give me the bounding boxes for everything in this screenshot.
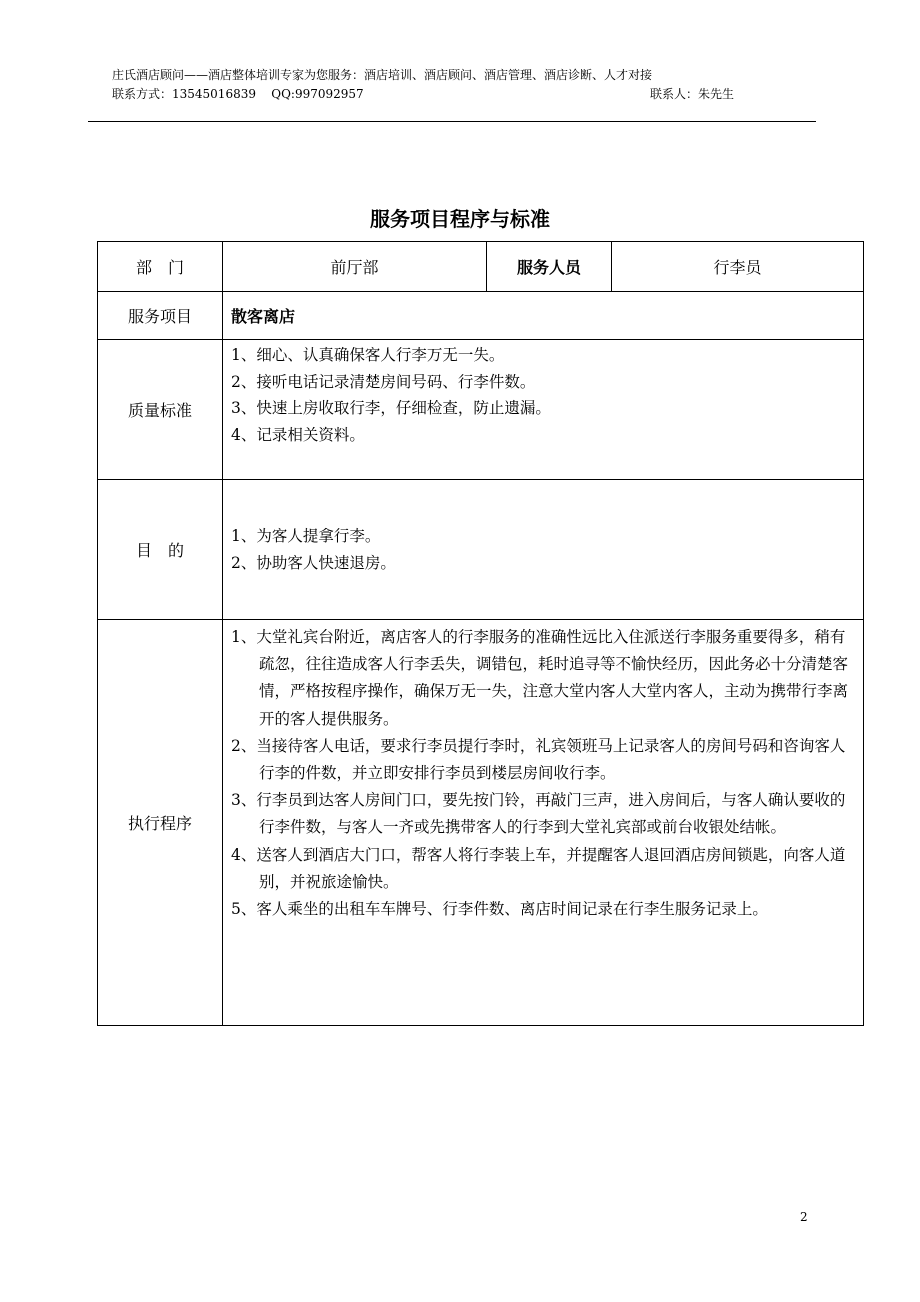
header-line: 庄氏酒店顾问——酒店整体培训专家为您服务：酒店培训、酒店顾问、酒店管理、酒店诊断、人才对接	[112, 68, 653, 82]
row-project	[98, 292, 864, 340]
row-department	[98, 242, 864, 292]
staff-label: 服务人员	[487, 242, 612, 292]
procedure-item: 2、当接待客人电话，要求行李员提行李时，礼宾领班马上记录客人的房间号码和咨询客人行李的件数，并立即安排行李员到楼层房间收行李。	[231, 736, 846, 783]
page-number: 2	[800, 1210, 808, 1224]
dept-value: 前厅部	[223, 242, 487, 292]
header-contact-row	[112, 86, 734, 103]
page-title: 服务项目程序与标准	[370, 207, 550, 231]
purpose-item: 2、协助客人快速退房。	[231, 553, 396, 572]
project-label: 服务项目	[98, 292, 223, 340]
quality-list	[223, 342, 863, 448]
procedure-item: 1、大堂礼宾台附近，离店客人的行李服务的准确性远比入住派送行李服务重要得多，稍有疏忽，往往造成客人行李丢失，调错包，耗时追寻等不愉快经历，因此务必十分清楚客情，严格按程序操作，确保万无一失，注意大堂内客人大堂内客人，主动为携带行李离开的客人提供服务。	[231, 628, 849, 728]
dept-label: 部 门	[98, 242, 223, 292]
quality-label: 质量标准	[98, 340, 223, 480]
row-procedure	[98, 620, 864, 1026]
quality-item: 3、快速上房收取行李，仔细检查，防止遗漏。	[231, 399, 551, 417]
project-value: 散客离店	[223, 292, 864, 340]
purpose-cell	[223, 480, 864, 620]
staff-value: 行李员	[612, 242, 864, 292]
purpose-list	[223, 523, 863, 576]
purpose-item: 1、为客人提拿行李。	[231, 527, 381, 545]
quality-item: 2、接听电话记录清楚房间号码、行李件数。	[231, 372, 536, 391]
row-quality	[98, 340, 864, 480]
header-contact: 联系方式：13545016839 QQ:997092957	[112, 87, 364, 101]
procedure-item: 4、送客人到酒店大门口，帮客人将行李装上车，并提醒客人退回酒店房间锁匙，向客人道别，并祝旅途愉快。	[231, 845, 846, 891]
header-divider	[88, 121, 816, 122]
service-standard-table	[97, 241, 864, 1026]
quality-item: 1、细心、认真确保客人行李万无一失。	[231, 346, 505, 364]
procedure-label: 执行程序	[98, 620, 223, 1026]
procedure-cell	[223, 620, 864, 1026]
row-purpose	[98, 480, 864, 620]
procedure-item: 3、行李员到达客人房间门口，要先按门铃，再敲门三声，进入房间后，与客人确认要收的行李件数，与客人一齐或先携带客人的行李到大堂礼宾部或前台收银处结帐。	[231, 791, 846, 837]
procedure-list	[223, 624, 863, 923]
quality-cell	[223, 340, 864, 480]
purpose-label: 目 的	[98, 480, 223, 620]
procedure-item: 5、客人乘坐的出租车车牌号、行李件数、离店时间记录在行李生服务记录上。	[231, 900, 768, 919]
quality-item: 4、记录相关资料。	[231, 425, 365, 444]
header-contact-person: 联系人：朱先生	[649, 87, 734, 101]
